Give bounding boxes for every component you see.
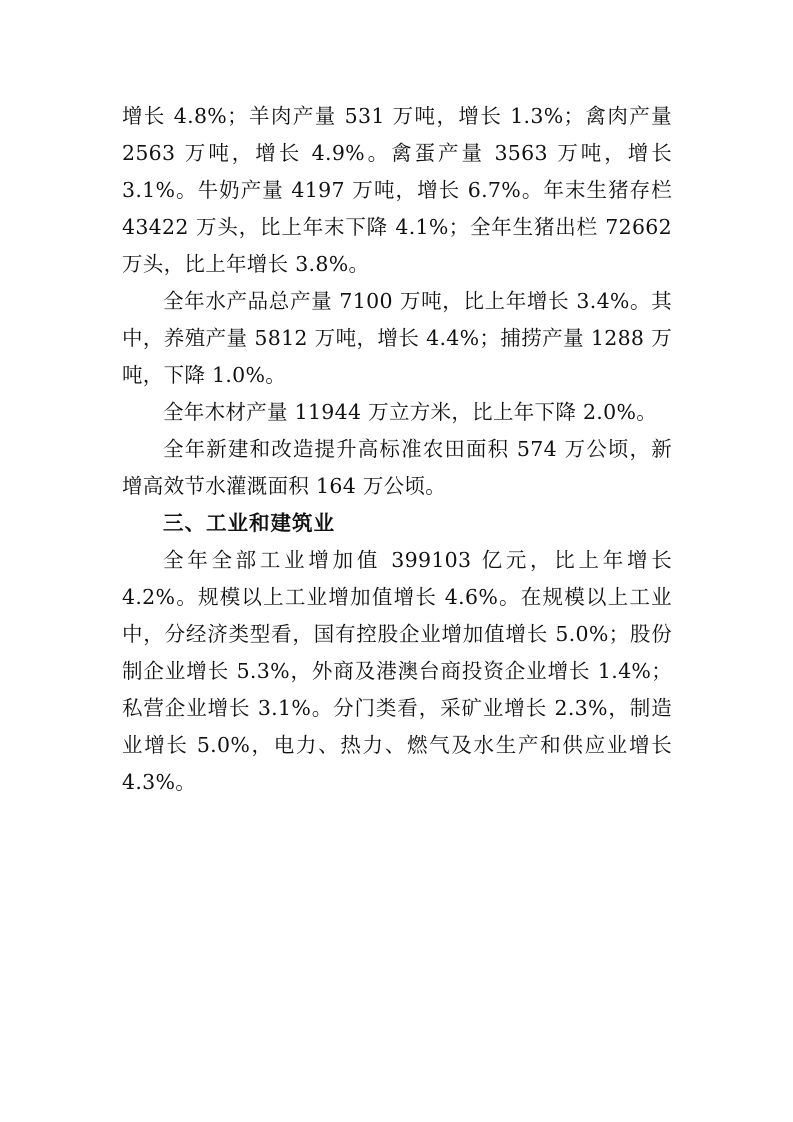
- paragraph-industry: 全年全部工业增加值 399103 亿元，比上年增长 4.2%。规模以上工业增加值增长 4.6%。在规模以上工业中，分经济类型看，国有控股企业增加值增长 5.0%；股份制企业增长 5.3%，外商及港澳台商投资企业增长 1.4%；私营企业增长 3.1%。分门类看，采矿业增长 2.3%，制造业增长 5.0%，电力、热力、燃气及水生产和供应业增长 4.3%。: [122, 548, 672, 794]
- document-body: [122, 98, 672, 801]
- paragraph-aquatic: 全年水产品总产量 7100 万吨，比上年增长 3.4%。其中，养殖产量 5812 万吨，增长 4.4%；捕捞产量 1288 万吨，下降 1.0%。: [122, 289, 672, 387]
- paragraph-farmland: 全年新建和改造提升高标准农田面积 574 万公顷，新增高效节水灌溉面积 164 万公顷。: [122, 437, 672, 498]
- paragraph-timber: 全年木材产量 11944 万立方米，比上年下降 2.0%。: [163, 400, 658, 424]
- section-heading: 三、工业和建筑业: [163, 511, 335, 535]
- paragraph-livestock: 增长 4.8%；羊肉产量 531 万吨，增长 1.3%；禽肉产量 2563 万吨，增长 4.9%。禽蛋产量 3563 万吨，增长 3.1%。牛奶产量 4197 万吨，增长 6.7%。年末生猪存栏 43422 万头，比上年末下降 4.1%；全年生猪出栏 72662 万头，比上年增长 3.8%。: [122, 104, 672, 276]
